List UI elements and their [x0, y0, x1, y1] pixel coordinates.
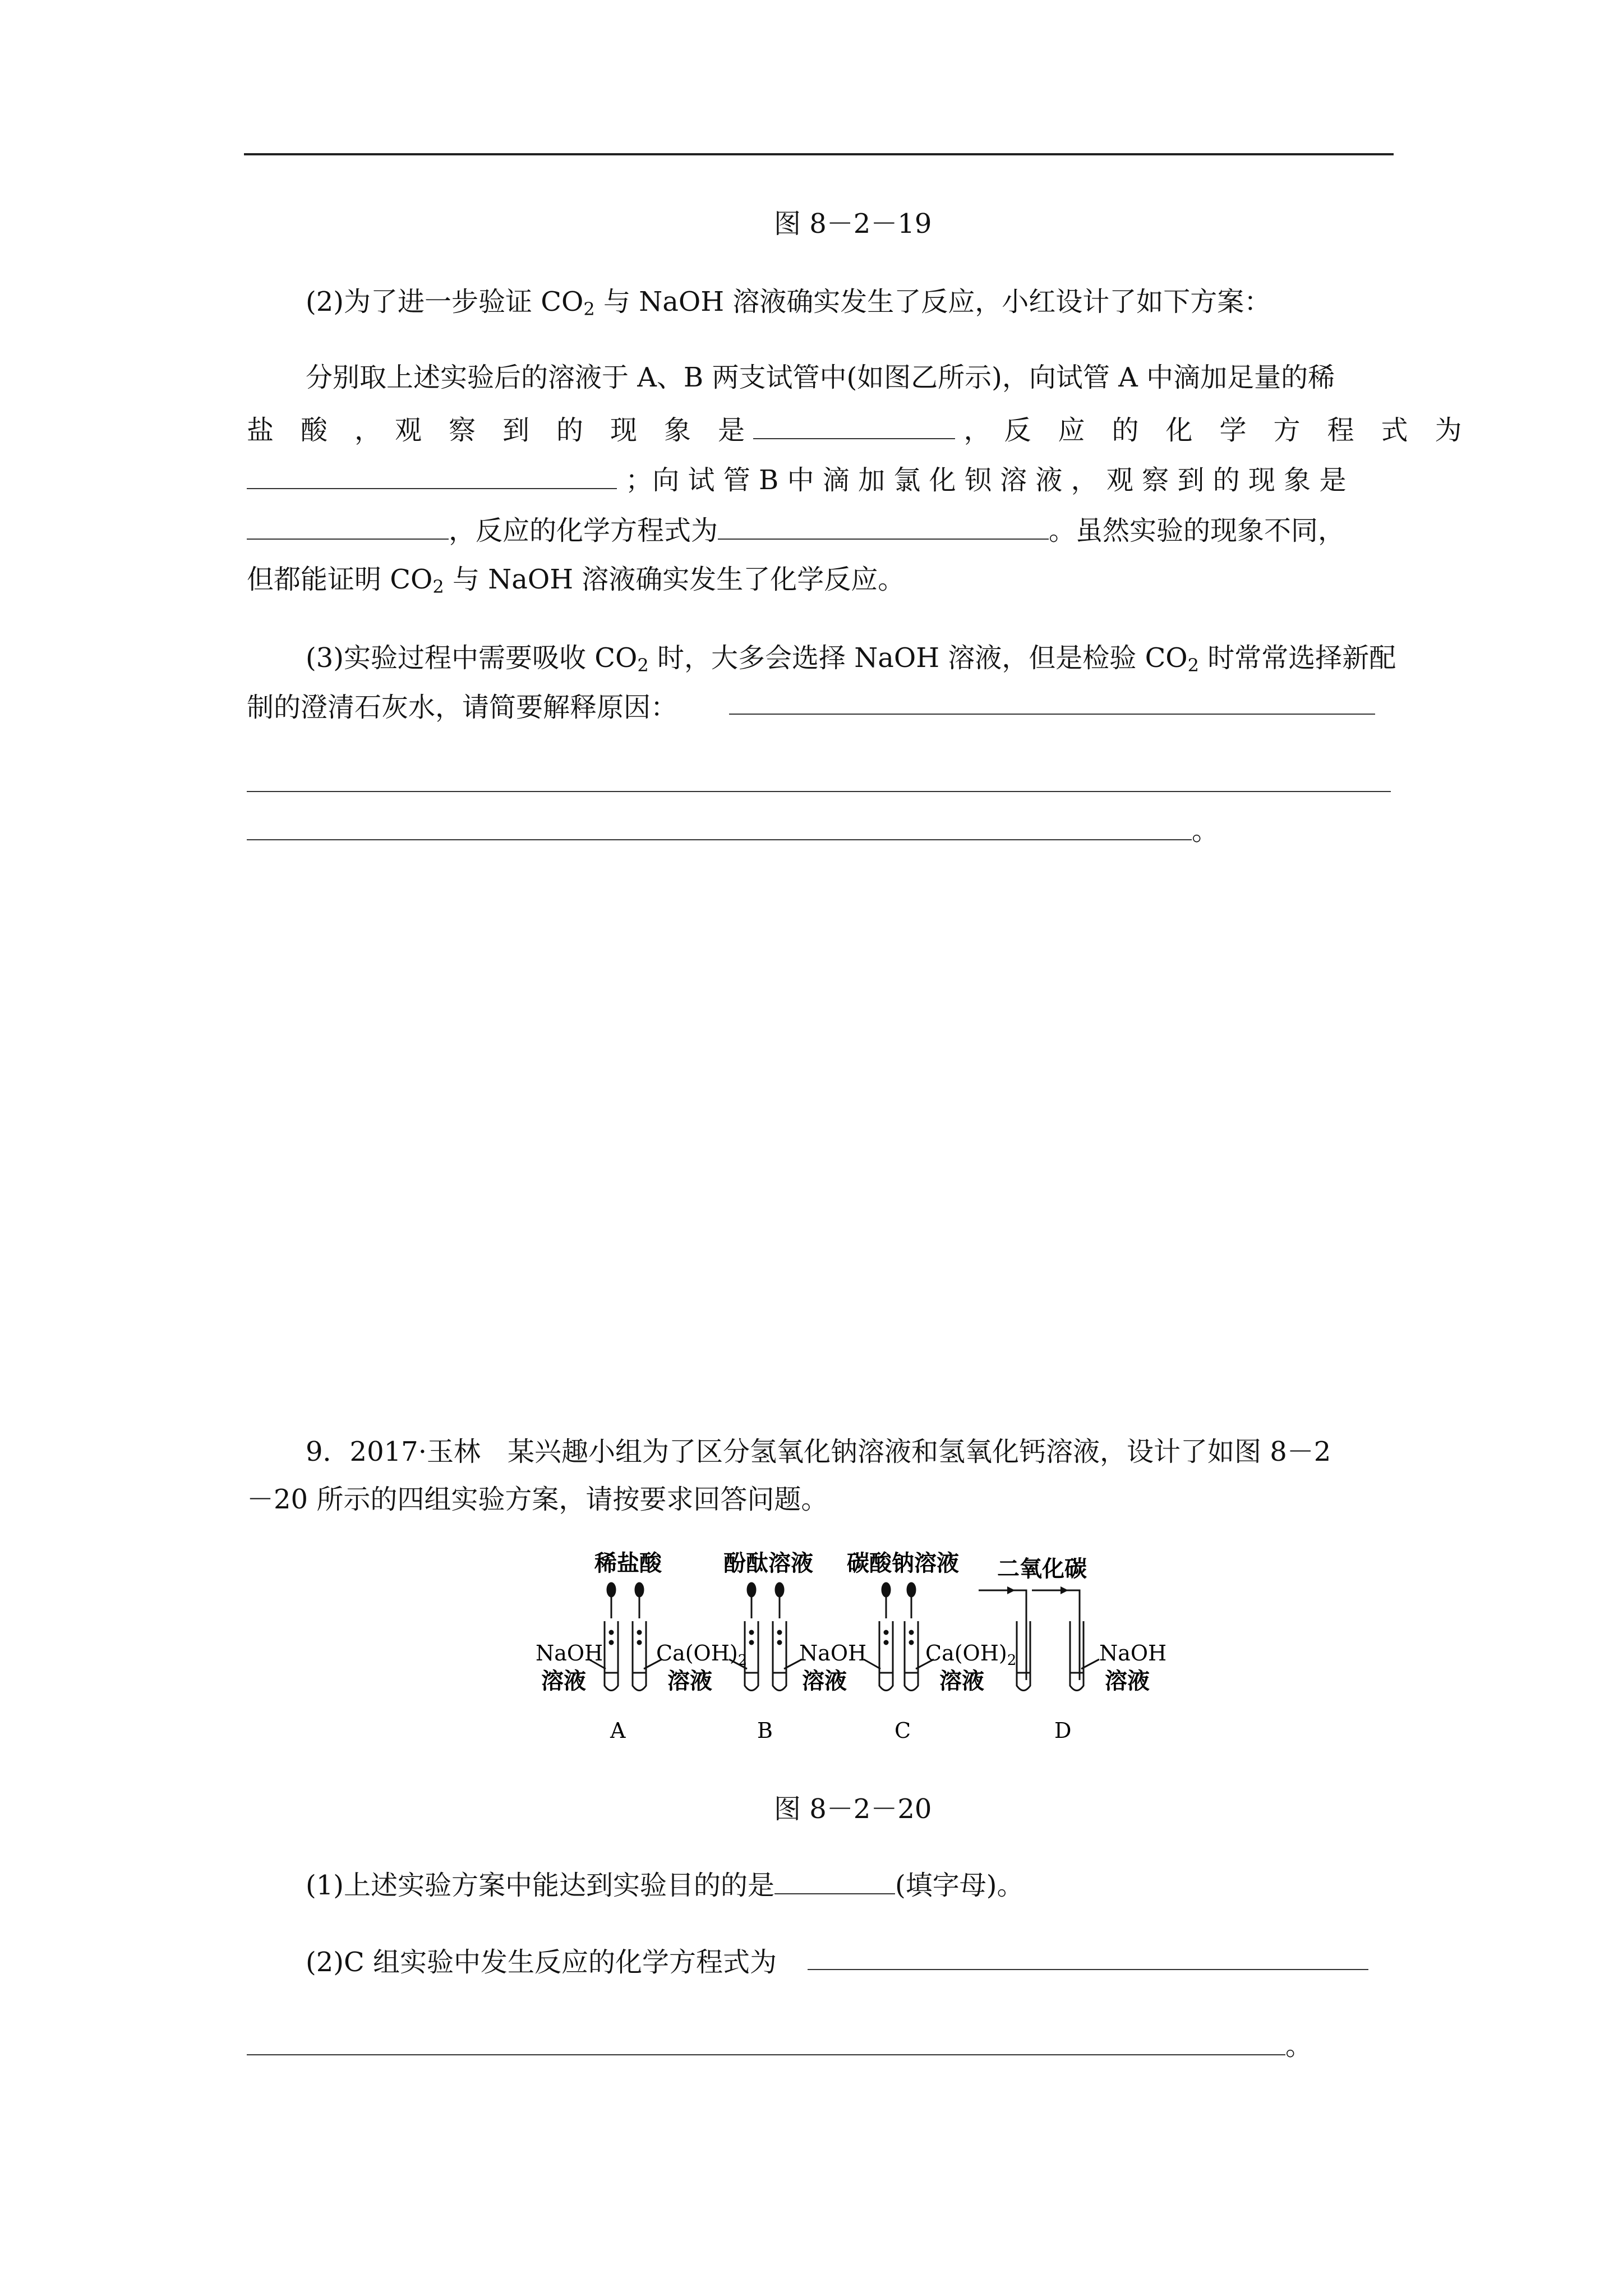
answer-line-reason-3[interactable]	[247, 839, 1192, 840]
arrow-right-icon	[1061, 1586, 1068, 1594]
q2-heading: (2)为了进一步验证 $CO_2$ 与 NaOH 溶液确实发生了反应，小红设计了如下方案：	[306, 286, 1271, 320]
group-label-b: B	[757, 1718, 773, 1743]
q3-line-1: (3)实验过程中需要吸收 $CO_2$ 时，大多会选择 NaOH 溶液，但是检验 $CO_2$ 时常常选择新配	[306, 642, 1396, 676]
dropper-icon	[776, 1583, 783, 1618]
label-solution: 溶液	[939, 1668, 984, 1694]
group-label-c: C	[895, 1718, 911, 1743]
figure-caption-8-2-19: 图 8－2－19	[774, 208, 932, 240]
answer-blank-phenomenon-a[interactable]	[753, 411, 955, 439]
label-naoh: NaOH	[799, 1641, 867, 1665]
dropper-icon	[607, 1583, 615, 1618]
q2-line-4: ，反应的化学方程式为 。虽然实验的现象不同，	[247, 512, 1345, 549]
dropper-icon	[635, 1583, 643, 1618]
answer-blank-letters[interactable]	[774, 1866, 895, 1894]
dropper-icon	[907, 1583, 915, 1618]
gas-tube-icon	[1046, 1590, 1080, 1680]
answer-line-reason-1[interactable]	[729, 714, 1375, 715]
label-solution: 溶液	[1105, 1668, 1150, 1694]
answer-line-equation-2[interactable]	[247, 2054, 1285, 2055]
figure-8-2-20	[527, 1548, 1178, 1761]
answer-blank-equation-a[interactable]	[247, 461, 617, 489]
test-tube-icon	[1017, 1621, 1030, 1691]
label-naoh: NaOH	[1099, 1641, 1167, 1665]
q3-line-2: 制的澄清石灰水，请简要解释原因：	[247, 692, 678, 723]
answer-blank-equation-b[interactable]	[718, 512, 1049, 540]
answer-line-equation-1[interactable]	[808, 1969, 1368, 1970]
label-caoh2: $Ca(OH)_2$	[656, 1641, 748, 1669]
label-solution: 溶液	[541, 1668, 586, 1694]
reagent-label-na2co3: 碳酸钠溶液	[847, 1550, 959, 1576]
q9-line-2: －20 所示的四组实验方案，请按要求回答问题。	[247, 1484, 828, 1515]
label-solution: 溶液	[667, 1668, 712, 1694]
q2-line-3: ；向 试 管 B 中 滴 加 氯 化 钡 溶 液 ， 观 察 到 的 现 象 是	[247, 461, 1346, 499]
group-label-d: D	[1054, 1718, 1072, 1743]
label-naoh: NaOH	[536, 1641, 603, 1665]
label-solution: 溶液	[802, 1668, 847, 1694]
q3-end-mark: 。	[1192, 815, 1219, 846]
figure-caption-8-2-20: 图 8－2－20	[774, 1793, 932, 1825]
q9-part-1: (1)上述实验方案中能达到实验目的的是 (填字母)。	[306, 1866, 1023, 1904]
dropper-icon	[882, 1583, 890, 1618]
reagent-label-co2: 二氧化碳	[997, 1556, 1087, 1582]
answer-blank-phenomenon-b[interactable]	[247, 512, 449, 540]
q9-end-mark: 。	[1285, 2030, 1313, 2062]
q2-line-5: 但都能证明 $CO_2$ 与 NaOH 溶液确实发生了化学反应。	[247, 564, 905, 597]
q2-line-1: 分别取上述实验后的溶液于 A、B 两支试管中(如图乙所示)，向试管 A 中滴加足量的稀	[306, 362, 1335, 393]
dropper-icon	[748, 1583, 755, 1618]
test-tube-icon	[1070, 1621, 1083, 1691]
header-rule	[244, 153, 1394, 155]
reagent-label-hcl: 稀盐酸	[594, 1550, 662, 1576]
arrow-right-icon	[1007, 1586, 1015, 1594]
group-label-a: A	[610, 1718, 626, 1743]
q9-line-1: 9．2017·玉林 某兴趣小组为了区分氢氧化钠溶液和氢氧化钙溶液，设计了如图 8－2	[306, 1436, 1331, 1467]
q9-part-2: (2)C 组实验中发生反应的化学方程式为	[306, 1947, 777, 1978]
label-caoh2: $Ca(OH)_2$	[925, 1641, 1017, 1669]
answer-line-reason-2[interactable]	[247, 791, 1391, 792]
q2-line-2: 盐 酸 ， 观 察 到 的 现 象 是 ， 反 应 的 化 学 方 程 式 为	[247, 411, 1462, 449]
reagent-label-phenolphthalein: 酚酞溶液	[723, 1550, 813, 1576]
